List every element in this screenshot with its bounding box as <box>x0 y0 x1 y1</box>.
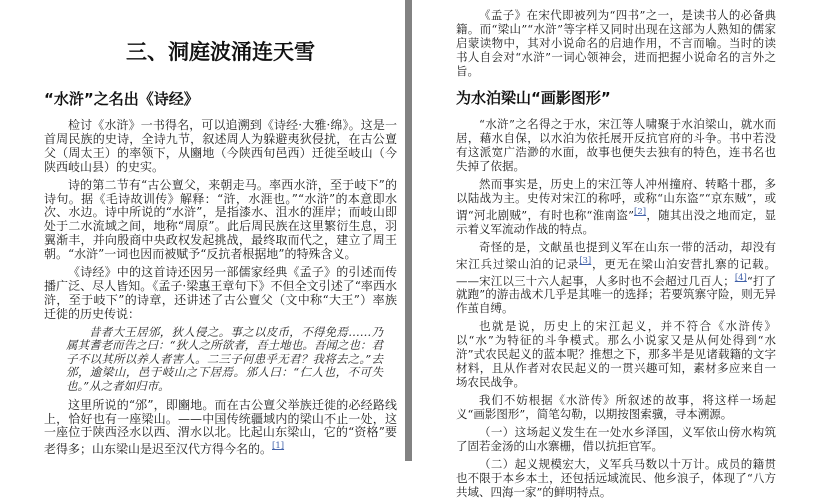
paragraph: 《诗经》中的这首诗还因另一部儒家经典《孟子》的引述而传播广泛、尽人皆知。《孟子·梁惠王章句下》不但全文引述了“率西水浒，至于岐下”的诗章，还讲述了古公亶父（文中称“大王”）率族迁徙的历史传说： <box>44 265 397 321</box>
section-heading-left: “水浒”之名出《诗经》 <box>44 90 199 108</box>
right-page-intro <box>456 8 776 78</box>
paragraph: 也就是说，历史上的宋江起义，并不符合《水浒传》以“水”为特征的斗争模式。那么小说家又是从何处得到“水浒”式农民起义的蓝本呢？推想之下，那多半是见诸载籍的文字材料，且从作者对农民起义的一贯兴趣可知，素材多应来自一场农民战争。 <box>456 319 776 390</box>
footnote-ref-link[interactable]: [3] <box>579 255 592 266</box>
paragraph: 诗的第二节有“古公亶父，来朝走马。率西水浒，至于岐下”的诗句。据《毛诗故训传》解释：“浒，水涯也。”“水浒”的本意即水次、水边。诗中所说的“水浒”，是指漆水、沮水的涯岸；而岐山即处于二水流域之间，地称“周原”。此后周民族在这里繁衍生息，羽翼渐丰，并向殷商中央政权发起挑战，最终取而代之，建立了周王朝。“水浒”一词也因而被赋予“反抗者根据地”的特殊含义。 <box>44 177 397 262</box>
paragraph: （一）这场起义发生在一处水乡泽国，义军依山傍水构筑了固若金汤的山水寨栅，借以抗拒官军。 <box>456 425 776 454</box>
paragraph: 《孟子》在宋代即被列为“四书”之一，是读书人的必备典籍。而“梁山”“水浒”等字样又同时出现在这部为人熟知的儒家启蒙读物中，其对小说命名的启迪作用，不言而喻。当时的读书人自会对“水浒”一词心领神会，进而把握小说命名的言外之旨。 <box>456 8 776 78</box>
paragraph: 这里所说的“邠”，即豳地。而在古公亶父举族迁徙的必经路线上，恰好也有一座梁山。——中国传统疆域内的梁山不止一处，这一座位于陕西泾水以西、渭水以北。比起山东梁山，它的“资格”要老得多；山东梁山是迟至汉代方得今名的。[1] <box>44 397 397 457</box>
right-page-body <box>456 117 776 499</box>
footnote-ref-link[interactable]: [4] <box>734 272 747 283</box>
left-page-body <box>44 119 397 457</box>
page-gutter-divider <box>405 0 412 461</box>
footnote-ref-link[interactable]: [1] <box>272 441 285 452</box>
right-page <box>412 0 818 499</box>
paragraph: 奇怪的是，文献虽也提到义军在山东一带的活动，却没有宋江兵过梁山泊的记录[3]，更无在梁山泊安营扎寨的记载。——宋江以三十六人起事，人多时也不会超过几百人；[4]“打了就跑”的游击战术几乎是其唯一的选择；若要筑寨守险，则无异作茧自缚。 <box>456 239 777 316</box>
paragraph: 我们不妨根据《水浒传》所叙述的故事，将这样一场起义“画影图形”，简笔勾勒，以期按图索骥，寻本溯源。 <box>456 393 776 422</box>
left-page <box>0 0 405 461</box>
chapter-title: 三、洞庭波涌连天雪 <box>126 40 315 64</box>
paragraph: “水浒”之名得之于水，宋江等人啸聚于水泊梁山，就水而居，藉水自保，以水泊为依托展开反抗官府的斗争。书中若没有这派宽广浩渺的水面，故事也便失去独有的特色，连书名也失掉了依据。 <box>456 117 776 173</box>
paragraph: （二）起义规模宏大，义军兵马数以十万计。成员的籍贯也不限于本乡本土，还包括远域流民、他乡浪子，体现了“八方共域、四海一家”的鲜明特点。 <box>456 457 776 499</box>
section-heading-right: 为水泊梁山“画影图形” <box>456 89 611 107</box>
paragraph: 检讨《水浒》一书得名，可以追溯到《诗经·大雅·绵》。这是一首周民族的史诗，全诗九节，叙述周人为躲避夷狄侵扰，在古公亶父（周太王）的率领下，从豳地（今陕西旬邑西）迁徙至岐山（今陕西岐山县）的史实。 <box>44 118 397 174</box>
quote-paragraph: 昔者大王居邠，狄人侵之。事之以皮币，不得免焉……乃属其耆老而告之曰：“狄人之所欲者，吾土地也。吾闻之也：君子不以其所以养人者害人。二三子何患乎无君？我将去之。”去邠，逾梁山，邑于岐山之下居焉。邠人曰：“仁人也，不可失也。”从之者如归市。 <box>66 324 383 394</box>
paragraph: 然而事实是，历史上的宋江等人冲州撞府、转略十郡，多以陆战为主。史传对宋江的称呼，或称“山东盗”“京东贼”，或谓“河北剧贼”，有时也称“淮南盗”[2]，随其出没之地而定，显示着义军流动作战的特点。 <box>456 177 776 236</box>
footnote-ref-link[interactable]: [2] <box>634 207 647 217</box>
